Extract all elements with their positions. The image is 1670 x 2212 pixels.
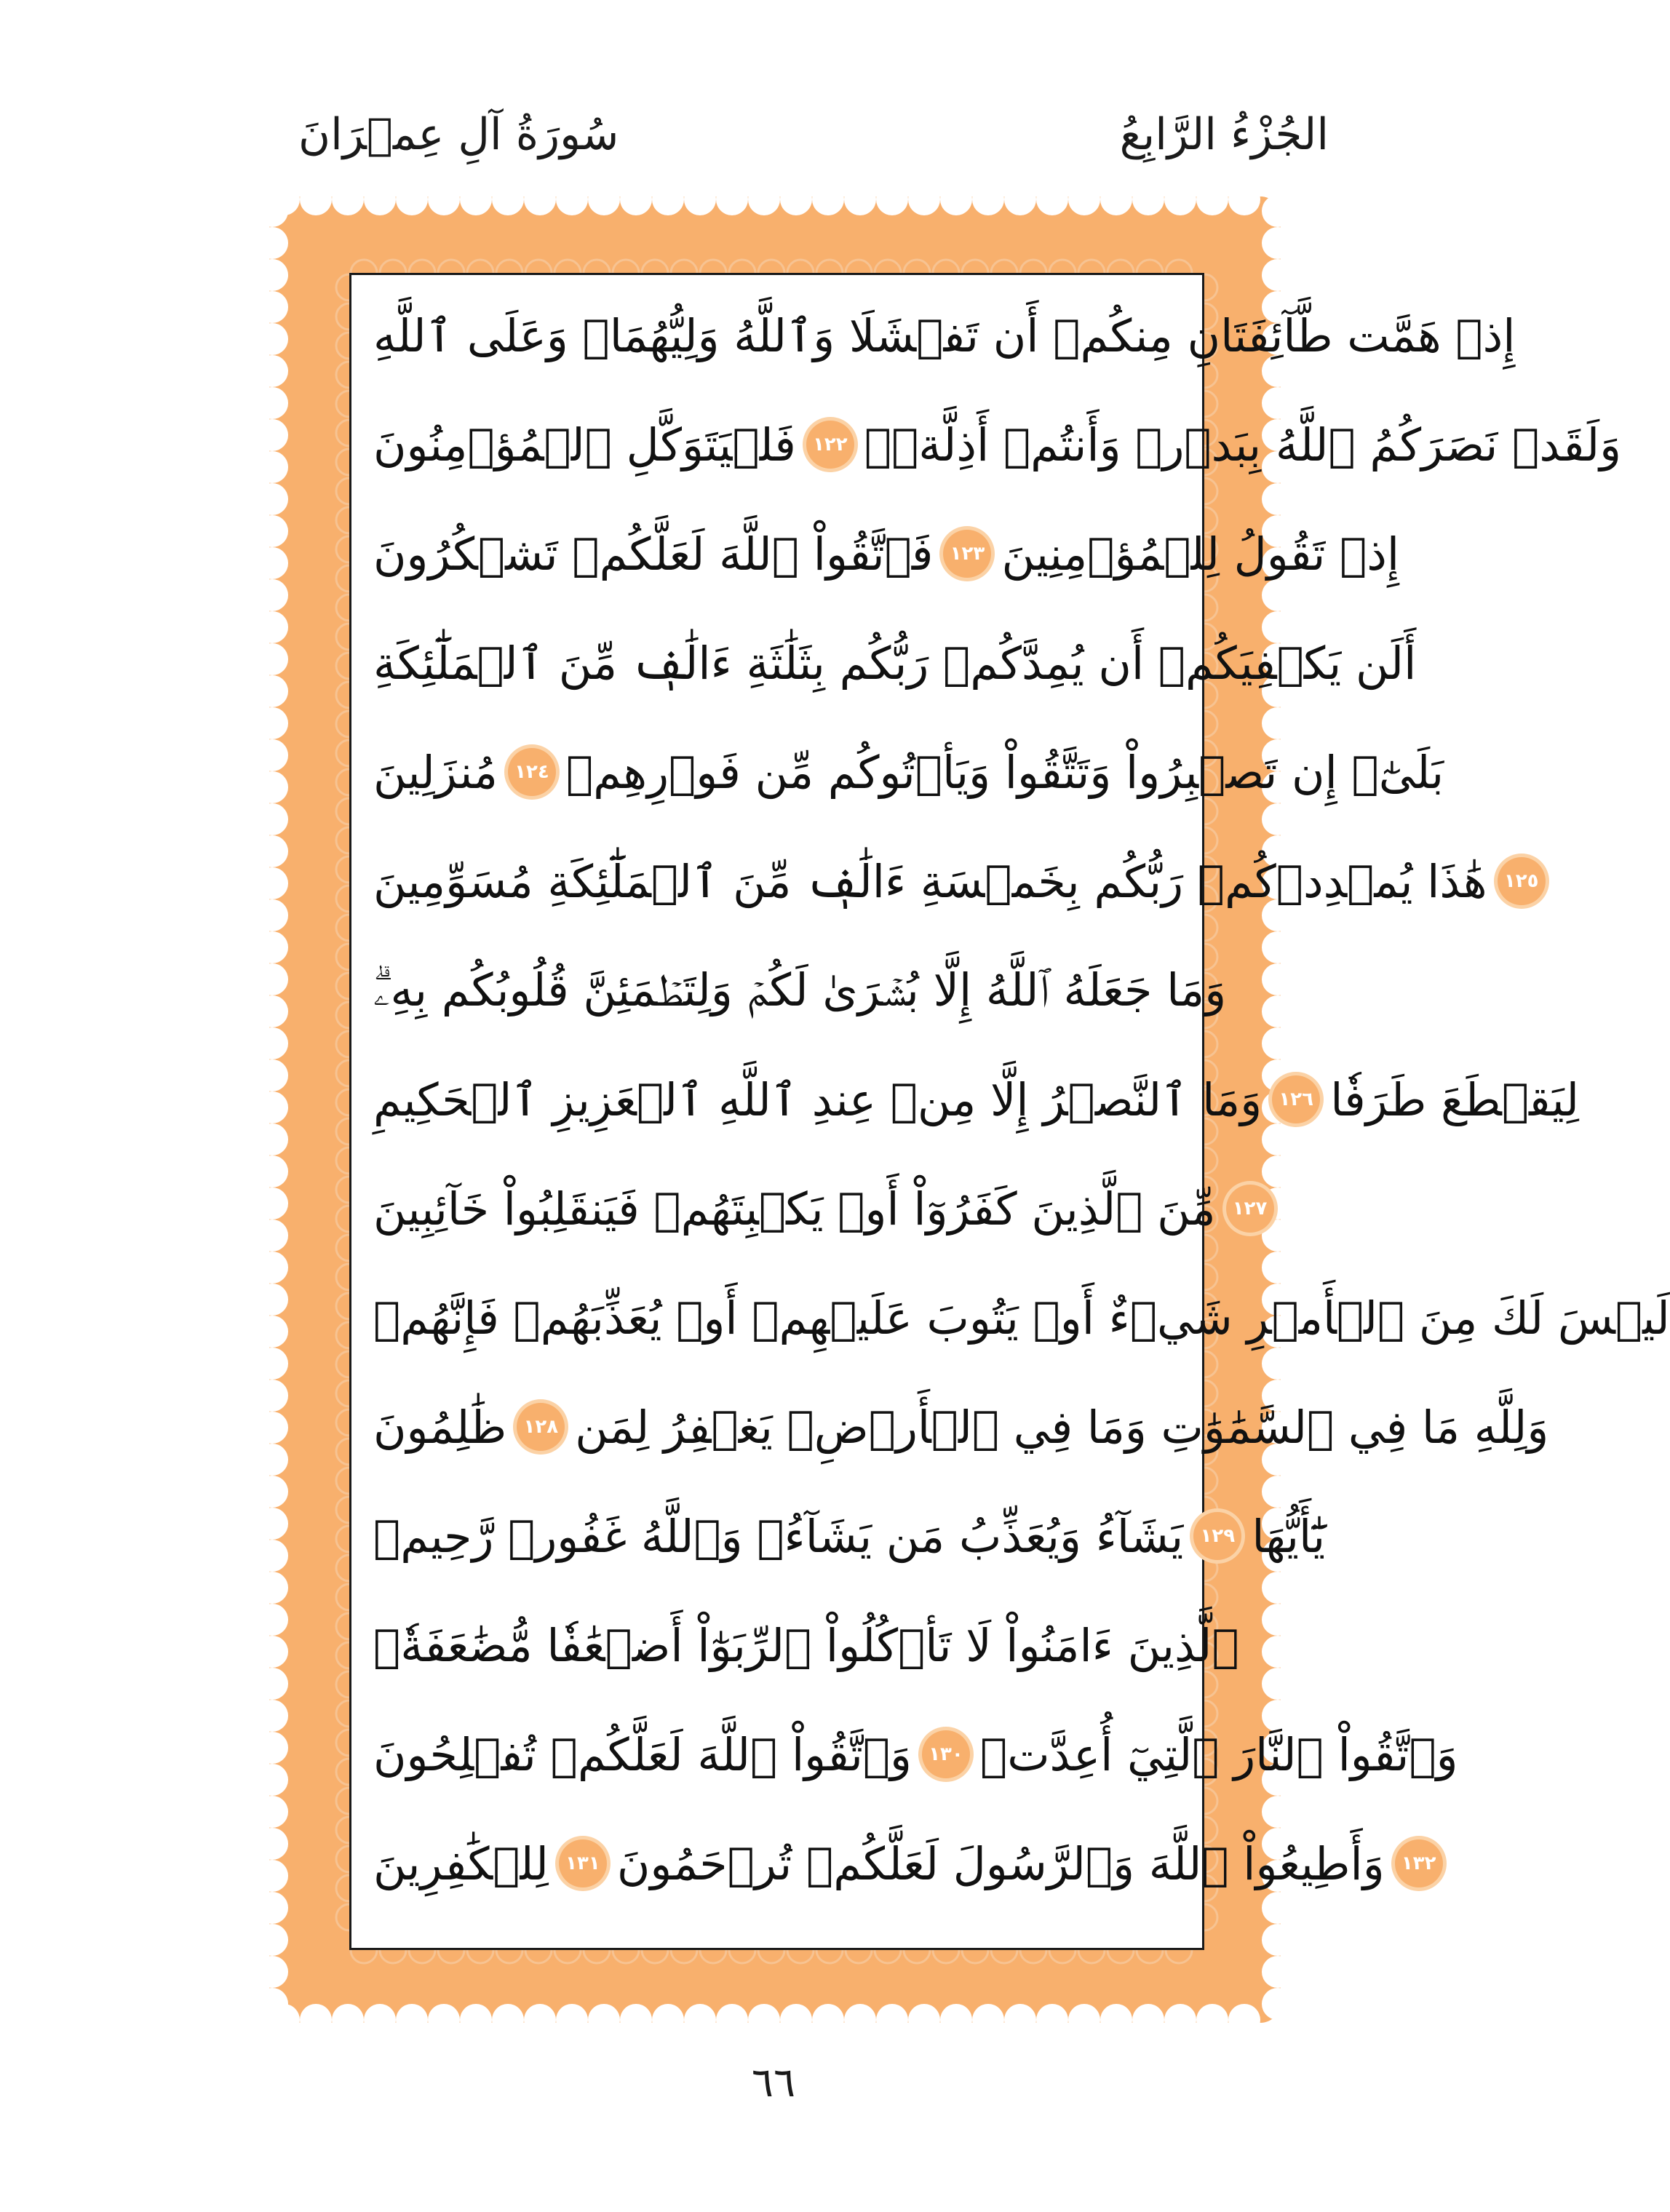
verse-text: فَلۡيَتَوَكَّلِ ٱلۡمُؤۡمِنُونَ bbox=[373, 418, 796, 472]
verse-text: لَيۡسَ لَكَ مِنَ ٱلۡأَمۡرِ شَيۡءٌ أَوۡ يَتُوبَ عَلَيۡهِمۡ أَوۡ يُعَذِّبَهُمۡ فَإِنَّهُمۡ bbox=[373, 1291, 1670, 1345]
verse-line bbox=[373, 1372, 1549, 1481]
verse-line bbox=[373, 281, 1516, 390]
surah-title: سُورَةُ آلِ عِمۡرَانَ bbox=[298, 109, 619, 160]
verse-line bbox=[373, 936, 1227, 1045]
verse-text: إِذۡ هَمَّت طَّآئِفَتَانِ مِنكُمۡ أَن تَفۡشَلَا وَٱللَّهُ وَلِيُّهُمَاۗ وَعَلَى ٱللَّهِ bbox=[373, 309, 1516, 362]
verse-text: مُنزَلِينَ bbox=[373, 745, 498, 799]
verse-text: لِلۡكَٰفِرِينَ bbox=[373, 1837, 549, 1890]
verse-text: لِيَقۡطَعَ طَرَفٗا bbox=[1330, 1073, 1580, 1126]
verse-text: وَأَطِيعُواْ ٱللَّهَ وَٱلرَّسُولَ لَعَلَّكُمۡ تُرۡحَمُونَ bbox=[616, 1837, 1385, 1890]
verse-line bbox=[373, 499, 1400, 608]
verse-text: هَٰذَا يُمۡدِدۡكُمۡ رَبُّكُم بِخَمۡسَةِ ءَالَٰفٖ مِّنَ ٱلۡمَلَٰٓئِكَةِ مُسَوِّمِينَ bbox=[373, 854, 1487, 908]
verse-line bbox=[373, 1263, 1670, 1372]
verse-text: أَلَن يَكۡفِيَكُمۡ أَن يُمِدَّكُمۡ رَبُّكُم بِثَلَٰثَةِ ءَالَٰفٖ مِّنَ ٱلۡمَلَٰٓئِكَةِ bbox=[373, 636, 1417, 690]
ayah-number-marker: ١٣٢ bbox=[1395, 1839, 1443, 1887]
ayah-number-marker: ١٣١ bbox=[559, 1839, 607, 1887]
verse-text: مِّنَ ٱلَّذِينَ كَفَرُوٓاْ أَوۡ يَكۡبِتَهُمۡ فَيَنقَلِبُواْ خَآئِبِينَ bbox=[373, 1182, 1216, 1236]
verse-text: ٱلَّذِينَ ءَامَنُواْ لَا تَأۡكُلُواْ ٱلرِّبَوٰٓاْ أَضۡعَٰفٗا مُّضَٰعَفَةٗۖ bbox=[373, 1618, 1239, 1672]
ayah-number-marker: ١٢٢ bbox=[806, 421, 854, 469]
verse-line bbox=[373, 717, 1444, 827]
ayah-number-marker: ١٢٥ bbox=[1498, 857, 1546, 905]
verse-text: يَٰٓأَيُّهَا bbox=[1252, 1509, 1326, 1563]
ayah-number-marker: ١٣٠ bbox=[922, 1730, 970, 1778]
verse-line bbox=[373, 1045, 1580, 1154]
juz-title: الجُزْءُ الرَّابِعُ bbox=[1119, 109, 1329, 160]
verse-line bbox=[373, 827, 1539, 936]
verse-text: بَلَىٰٓۚ إِن تَصۡبِرُواْ وَتَتَّقُواْ وَيَأۡتُوكُم مِّن فَوۡرِهِمۡ bbox=[565, 745, 1444, 799]
ayah-number-marker: ١٢٩ bbox=[1193, 1512, 1241, 1560]
page-header bbox=[0, 109, 1547, 175]
ayah-number-marker: ١٢٣ bbox=[943, 530, 991, 578]
verse-text: وَٱتَّقُواْ ٱللَّهَ لَعَلَّكُمۡ تُفۡلِحُونَ bbox=[373, 1727, 912, 1781]
verse-text: وَمَا ٱلنَّصۡرُ إِلَّا مِنۡ عِندِ ٱللَّهِ ٱلۡعَزِيزِ ٱلۡحَكِيمِ bbox=[373, 1073, 1263, 1126]
verse-lines bbox=[351, 275, 1670, 1948]
verse-line bbox=[373, 1809, 1436, 1918]
verse-text: وَلِلَّهِ مَا فِي ٱلسَّمَٰوَٰتِ وَمَا فِي ٱلۡأَرۡضِۚ يَغۡفِرُ لِمَن bbox=[575, 1400, 1549, 1454]
verse-text: إِذۡ تَقُولُ لِلۡمُؤۡمِنِينَ bbox=[1001, 527, 1400, 581]
verse-line bbox=[373, 1700, 1458, 1809]
verse-text: يَشَآءُ وَيُعَذِّبُ مَن يَشَآءُۚ وَٱللَّهُ غَفُورٞ رَّحِيمٞ bbox=[373, 1509, 1184, 1563]
verse-text: وَٱتَّقُواْ ٱلنَّارَ ٱلَّتِيٓ أُعِدَّتۡ bbox=[979, 1727, 1458, 1781]
verse-line bbox=[373, 1481, 1326, 1591]
ayah-number-marker: ١٢٤ bbox=[508, 748, 556, 796]
page-number: ٦٦ bbox=[751, 2059, 796, 2106]
verse-text: وَمَا جَعَلَهُ ٱللَّهُ إِلَّا بُشۡرَىٰ لَكُمۡ وَلِتَطۡمَئِنَّ قُلُوبُكُم بِهِۦۗ bbox=[373, 963, 1227, 1017]
verse-text: وَلَقَدۡ نَصَرَكُمُ ٱللَّهُ بِبَدۡرٖ وَأَنتُمۡ أَذِلَّةٞۖ bbox=[864, 418, 1622, 472]
ayah-number-marker: ١٢٧ bbox=[1226, 1185, 1274, 1233]
quran-text-panel bbox=[349, 273, 1670, 1950]
verse-line bbox=[373, 1154, 1268, 1263]
verse-text: ظَٰلِمُونَ bbox=[373, 1400, 507, 1454]
ayah-number-marker: ١٢٨ bbox=[517, 1403, 565, 1451]
ayah-number-marker: ١٢٦ bbox=[1272, 1075, 1320, 1123]
verse-line bbox=[373, 390, 1622, 499]
verse-text: فَٱتَّقُواْ ٱللَّهَ لَعَلَّكُمۡ تَشۡكُرُونَ bbox=[373, 527, 934, 581]
verse-line bbox=[373, 608, 1417, 717]
verse-line bbox=[373, 1591, 1239, 1700]
